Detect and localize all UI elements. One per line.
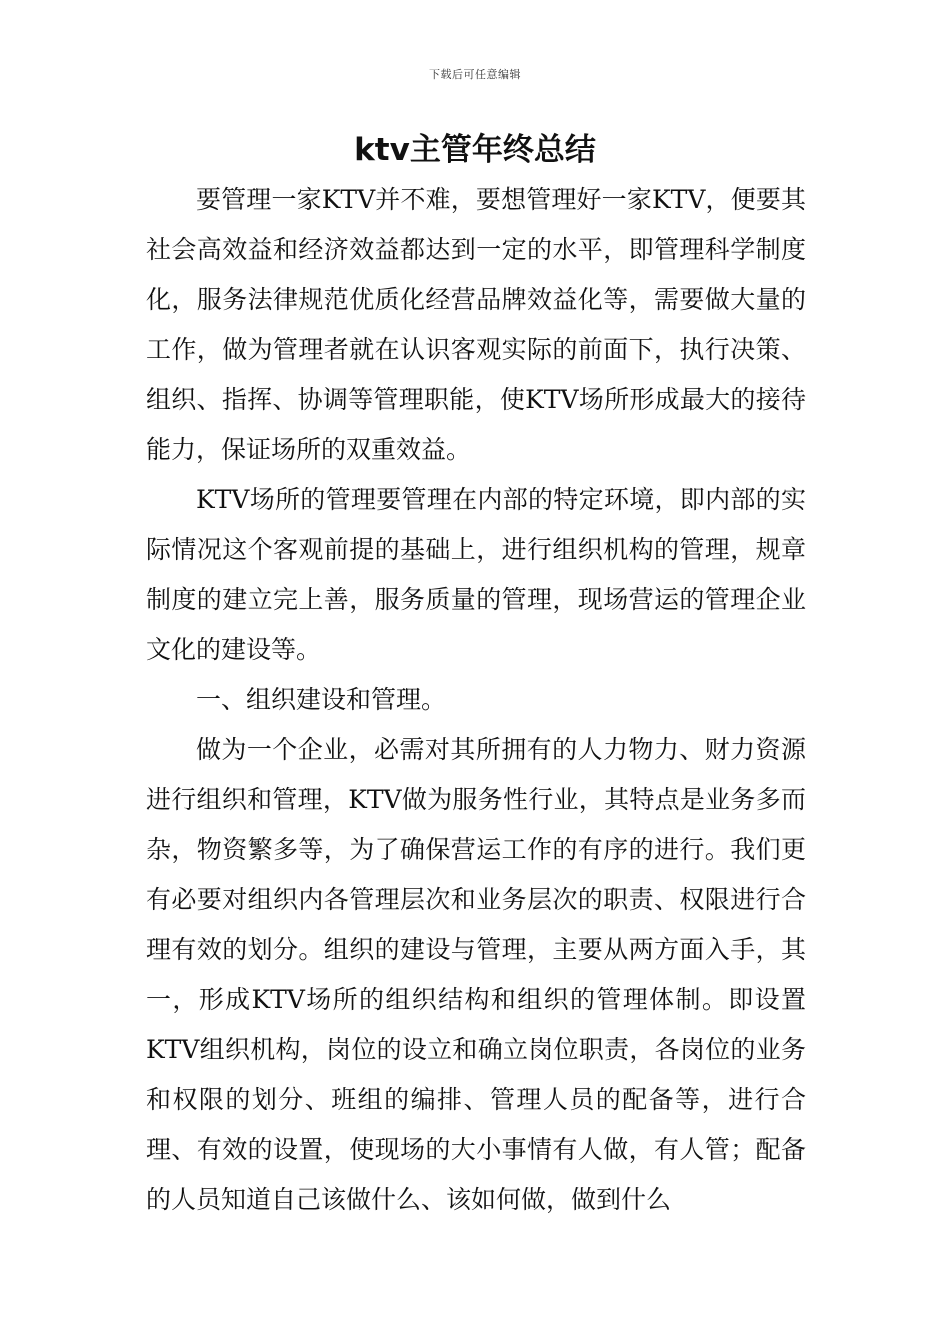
- section-heading-organization: 一、组织建设和管理。: [196, 685, 447, 714]
- document-body: [146, 175, 806, 1225]
- paragraph-organization: 做为一个企业，必需对其所拥有的人力物力、财力资源进行组织和管理，KTV做为服务性行业，其特点是业务多而杂，物资繁多等，为了确保营运工作的有序的进行。我们更有必要对组织内各管理层次和业务层次的职责、权限进行合理有效的划分。组织的建设与管理，主要从两方面入手，其一，形成KTV场所的组织结构和组织的管理体制。即设置KTV组织机构，岗位的设立和确立岗位职责，各岗位的业务和权限的划分、班组的编排、管理人员的配备等，进行合理、有效的设置，使现场的大小事情有人做，有人管；配备的人员知道自己该做什么、该如何做，做到什么: [146, 735, 806, 1214]
- paragraph-management-scope: KTV场所的管理要管理在内部的特定环境，即内部的实际情况这个客观前提的基础上，进行组织机构的管理，规章制度的建立完上善，服务质量的管理，现场营运的管理企业文化的建设等。: [146, 485, 806, 664]
- header-note: 下载后可任意编辑: [429, 68, 521, 81]
- paragraph-intro: 要管理一家KTV并不难，要想管理好一家KTV，便要其社会高效益和经济效益都达到一定的水平，即管理科学制度化，服务法律规范优质化经营品牌效益化等，需要做大量的工作，做为管理者就在认识客观实际的前面下，执行决策、组织、指挥、协调等管理职能，使KTV场所形成最大的接待能力，保证场所的双重效益。: [146, 185, 806, 464]
- document-title: ktv主管年终总结: [354, 132, 596, 168]
